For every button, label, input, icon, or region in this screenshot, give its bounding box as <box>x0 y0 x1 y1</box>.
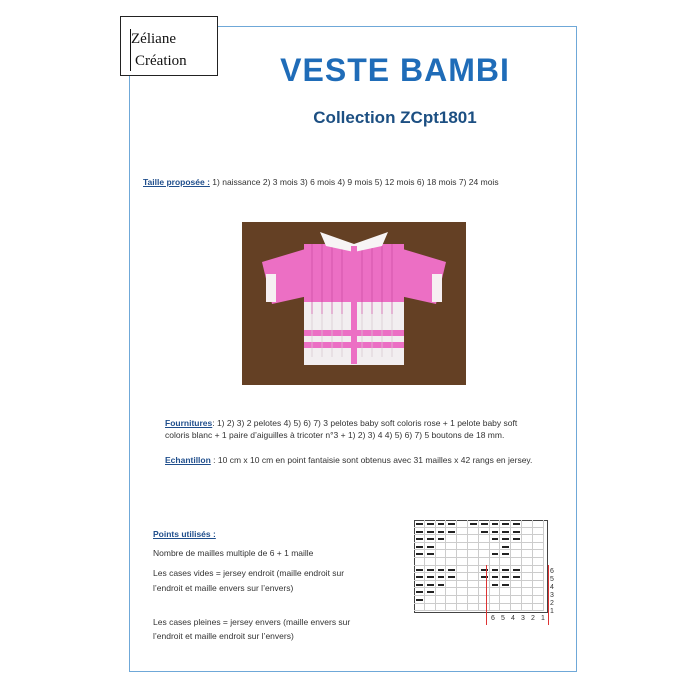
chart-cell <box>457 604 468 612</box>
chart-cell <box>533 566 544 574</box>
chart-cell <box>468 535 479 543</box>
chart-purl-mark <box>492 576 499 578</box>
chart-cell <box>533 535 544 543</box>
chart-cell <box>479 604 490 612</box>
row-number: 2 <box>550 600 554 607</box>
chart-purl-mark <box>416 599 423 601</box>
stitches-multiple: Nombre de mailles multiple de 6 + 1 maille <box>153 548 314 558</box>
pattern-title: VESTE BAMBI <box>280 52 510 88</box>
chart-cell <box>533 573 544 581</box>
chart-cell <box>511 543 522 551</box>
stitches-filled-2: l’endroit et maille endroit sur l’envers) <box>153 631 294 641</box>
stitches-empty-2: l’endroit et maille envers sur l’envers) <box>153 583 294 593</box>
chart-cell <box>490 588 501 596</box>
chart-cell <box>490 543 501 551</box>
chart-cell <box>511 588 522 596</box>
chart-purl-mark <box>448 576 455 578</box>
chart-cell <box>425 558 436 566</box>
chart-cell <box>522 528 533 536</box>
col-number: 6 <box>491 615 495 622</box>
chart-purl-mark <box>438 531 445 533</box>
stitches-heading <box>153 528 216 540</box>
col-number: 5 <box>501 615 505 622</box>
chart-purl-mark <box>492 538 499 540</box>
chart-cell <box>479 543 490 551</box>
chart-purl-mark <box>492 584 499 586</box>
chart-purl-mark <box>502 531 509 533</box>
chart-cell <box>468 550 479 558</box>
chart-cell <box>457 588 468 596</box>
chart-cell <box>500 588 511 596</box>
chart-purl-mark <box>513 576 520 578</box>
chart-purl-mark <box>427 584 434 586</box>
supplies-value-1: : 1) 2) 3) 2 pelotes 4) 5) 6) 7) 3 pelotes baby soft coloris rose + 1 pelote baby soft <box>212 418 518 428</box>
sizes-value: 1) naissance 2) 3 mois 3) 6 mois 4) 9 mois 5) 12 mois 6) 18 mois 7) 24 mois <box>212 177 499 187</box>
chart-cell <box>522 566 533 574</box>
chart-cell <box>468 528 479 536</box>
chart-purl-mark <box>427 523 434 525</box>
chart-cell <box>522 573 533 581</box>
stitches-label: Points utilisés : <box>153 529 216 539</box>
chart-repeat-line <box>548 565 549 625</box>
logo-line-2: Création <box>135 53 187 69</box>
stitches-filled-1: Les cases pleines = jersey envers (maille envers sur <box>153 617 351 627</box>
chart-cell <box>490 604 501 612</box>
col-number: 3 <box>521 615 525 622</box>
chart-cell <box>533 596 544 604</box>
chart-cell <box>522 558 533 566</box>
chart-cell <box>468 581 479 589</box>
chart-purl-mark <box>502 538 509 540</box>
chart-cell <box>446 543 457 551</box>
chart-cell <box>533 588 544 596</box>
chart-cell <box>436 543 447 551</box>
chart-cell <box>511 596 522 604</box>
chart-cell <box>468 596 479 604</box>
chart-cell <box>468 566 479 574</box>
chart-purl-mark <box>438 569 445 571</box>
chart-cell <box>446 604 457 612</box>
chart-cell <box>457 520 468 528</box>
supplies-label: Fournitures <box>165 418 213 428</box>
chart-purl-mark <box>492 523 499 525</box>
chart-cell <box>446 588 457 596</box>
chart-cell <box>522 543 533 551</box>
chart-cell <box>479 550 490 558</box>
chart-cell <box>457 550 468 558</box>
supplies-line-1 <box>165 417 517 429</box>
row-number: 5 <box>550 576 554 583</box>
chart-cell <box>414 558 425 566</box>
chart-repeat-line <box>486 565 487 625</box>
chart-cell <box>479 558 490 566</box>
row-number: 4 <box>550 584 554 591</box>
chart-purl-mark <box>502 569 509 571</box>
chart-purl-mark <box>448 523 455 525</box>
chart-purl-mark <box>416 569 423 571</box>
chart-cell <box>468 558 479 566</box>
chart-purl-mark <box>513 569 520 571</box>
chart-purl-mark <box>416 584 423 586</box>
chart-purl-mark <box>492 531 499 533</box>
chart-purl-mark <box>448 531 455 533</box>
chart-cell <box>446 535 457 543</box>
chart-purl-mark <box>481 523 488 525</box>
chart-cell <box>511 550 522 558</box>
chart-cell <box>446 581 457 589</box>
chart-cell <box>533 581 544 589</box>
chart-cell <box>468 604 479 612</box>
chart-purl-mark <box>513 523 520 525</box>
chart-purl-mark <box>502 546 509 548</box>
chart-cell <box>457 543 468 551</box>
chart-purl-mark <box>502 584 509 586</box>
chart-cell <box>436 596 447 604</box>
chart-cell <box>457 528 468 536</box>
chart-cell <box>533 604 544 612</box>
chart-cell <box>533 543 544 551</box>
chart-cell <box>522 588 533 596</box>
chart-cell <box>533 528 544 536</box>
chart-cell <box>490 596 501 604</box>
brand-logo <box>120 16 218 76</box>
chart-purl-mark <box>416 531 423 533</box>
chart-cell <box>479 596 490 604</box>
chart-cell <box>522 535 533 543</box>
chart-purl-mark <box>427 576 434 578</box>
chart-cell <box>522 520 533 528</box>
stitches-empty-1: Les cases vides = jersey endroit (maille endroit sur <box>153 568 345 578</box>
chart-purl-mark <box>502 553 509 555</box>
chart-cell <box>446 550 457 558</box>
chart-cell <box>511 604 522 612</box>
gauge-value: : 10 cm x 10 cm en point fantaisie sont obtenus avec 31 mailles x 42 rangs en jersey. <box>210 455 533 465</box>
chart-cell <box>446 558 457 566</box>
chart-purl-mark <box>438 584 445 586</box>
chart-purl-mark <box>416 553 423 555</box>
chart-purl-mark <box>513 531 520 533</box>
chart-cell <box>468 573 479 581</box>
chart-cell <box>436 588 447 596</box>
chart-purl-mark <box>438 538 445 540</box>
logo-line-1: Zéliane <box>131 31 176 47</box>
chart-purl-mark <box>427 591 434 593</box>
chart-purl-mark <box>427 531 434 533</box>
chart-purl-mark <box>438 523 445 525</box>
chart-cell <box>511 581 522 589</box>
chart-purl-mark <box>416 546 423 548</box>
chart-purl-mark <box>427 538 434 540</box>
chart-cell <box>522 550 533 558</box>
chart-purl-mark <box>470 523 477 525</box>
chart-purl-mark <box>492 569 499 571</box>
chart-cell <box>457 581 468 589</box>
chart-cell <box>425 604 436 612</box>
chart-purl-mark <box>513 538 520 540</box>
chart-cell <box>522 596 533 604</box>
chart-cell <box>436 604 447 612</box>
chart-cell <box>500 604 511 612</box>
chart-cell <box>425 596 436 604</box>
gauge-line <box>165 454 532 466</box>
chart-cell <box>490 558 501 566</box>
chart-cell <box>457 566 468 574</box>
chart-cell <box>457 535 468 543</box>
chart-cell <box>436 558 447 566</box>
chart-cell <box>468 588 479 596</box>
cardigan-illustration <box>242 222 466 385</box>
col-number: 4 <box>511 615 515 622</box>
supplies-line-2: coloris blanc + 1 paire d’aiguilles à tricoter n°3 + 1) 2) 3) 4 4) 5) 6) 7) 5 boutons de 18 mm. <box>165 430 505 440</box>
chart-cell <box>457 558 468 566</box>
col-number: 1 <box>541 615 545 622</box>
chart-purl-mark <box>427 546 434 548</box>
col-number: 2 <box>531 615 535 622</box>
chart-purl-mark <box>502 576 509 578</box>
chart-cell <box>533 558 544 566</box>
chart-cell <box>479 535 490 543</box>
sizes-line <box>143 176 499 188</box>
chart-cell <box>414 604 425 612</box>
chart-cell <box>457 596 468 604</box>
chart-purl-mark <box>427 553 434 555</box>
chart-purl-mark <box>416 538 423 540</box>
chart-cell <box>511 558 522 566</box>
row-number: 1 <box>550 608 554 615</box>
chart-purl-mark <box>427 569 434 571</box>
chart-purl-mark <box>502 523 509 525</box>
chart-cell <box>457 573 468 581</box>
chart-purl-mark <box>416 523 423 525</box>
chart-purl-mark <box>416 576 423 578</box>
cardigan-photo <box>242 222 466 385</box>
gauge-label: Echantillon <box>165 455 211 465</box>
chart-cell <box>468 543 479 551</box>
chart-cell <box>446 596 457 604</box>
chart-cell <box>522 581 533 589</box>
chart-purl-mark <box>492 553 499 555</box>
row-number: 3 <box>550 592 554 599</box>
chart-purl-mark <box>448 569 455 571</box>
chart-cell <box>436 550 447 558</box>
collection-subtitle: Collection ZCpt1801 <box>313 108 477 127</box>
sizes-label: Taille proposée : <box>143 177 210 187</box>
chart-cell <box>533 520 544 528</box>
chart-cell <box>500 558 511 566</box>
chart-cell <box>522 604 533 612</box>
chart-purl-mark <box>416 591 423 593</box>
chart-purl-mark <box>481 531 488 533</box>
chart-cell <box>479 581 490 589</box>
chart-purl-mark <box>438 576 445 578</box>
row-number: 6 <box>550 568 554 575</box>
chart-cell <box>533 550 544 558</box>
chart-cell <box>479 588 490 596</box>
chart-cell <box>500 596 511 604</box>
